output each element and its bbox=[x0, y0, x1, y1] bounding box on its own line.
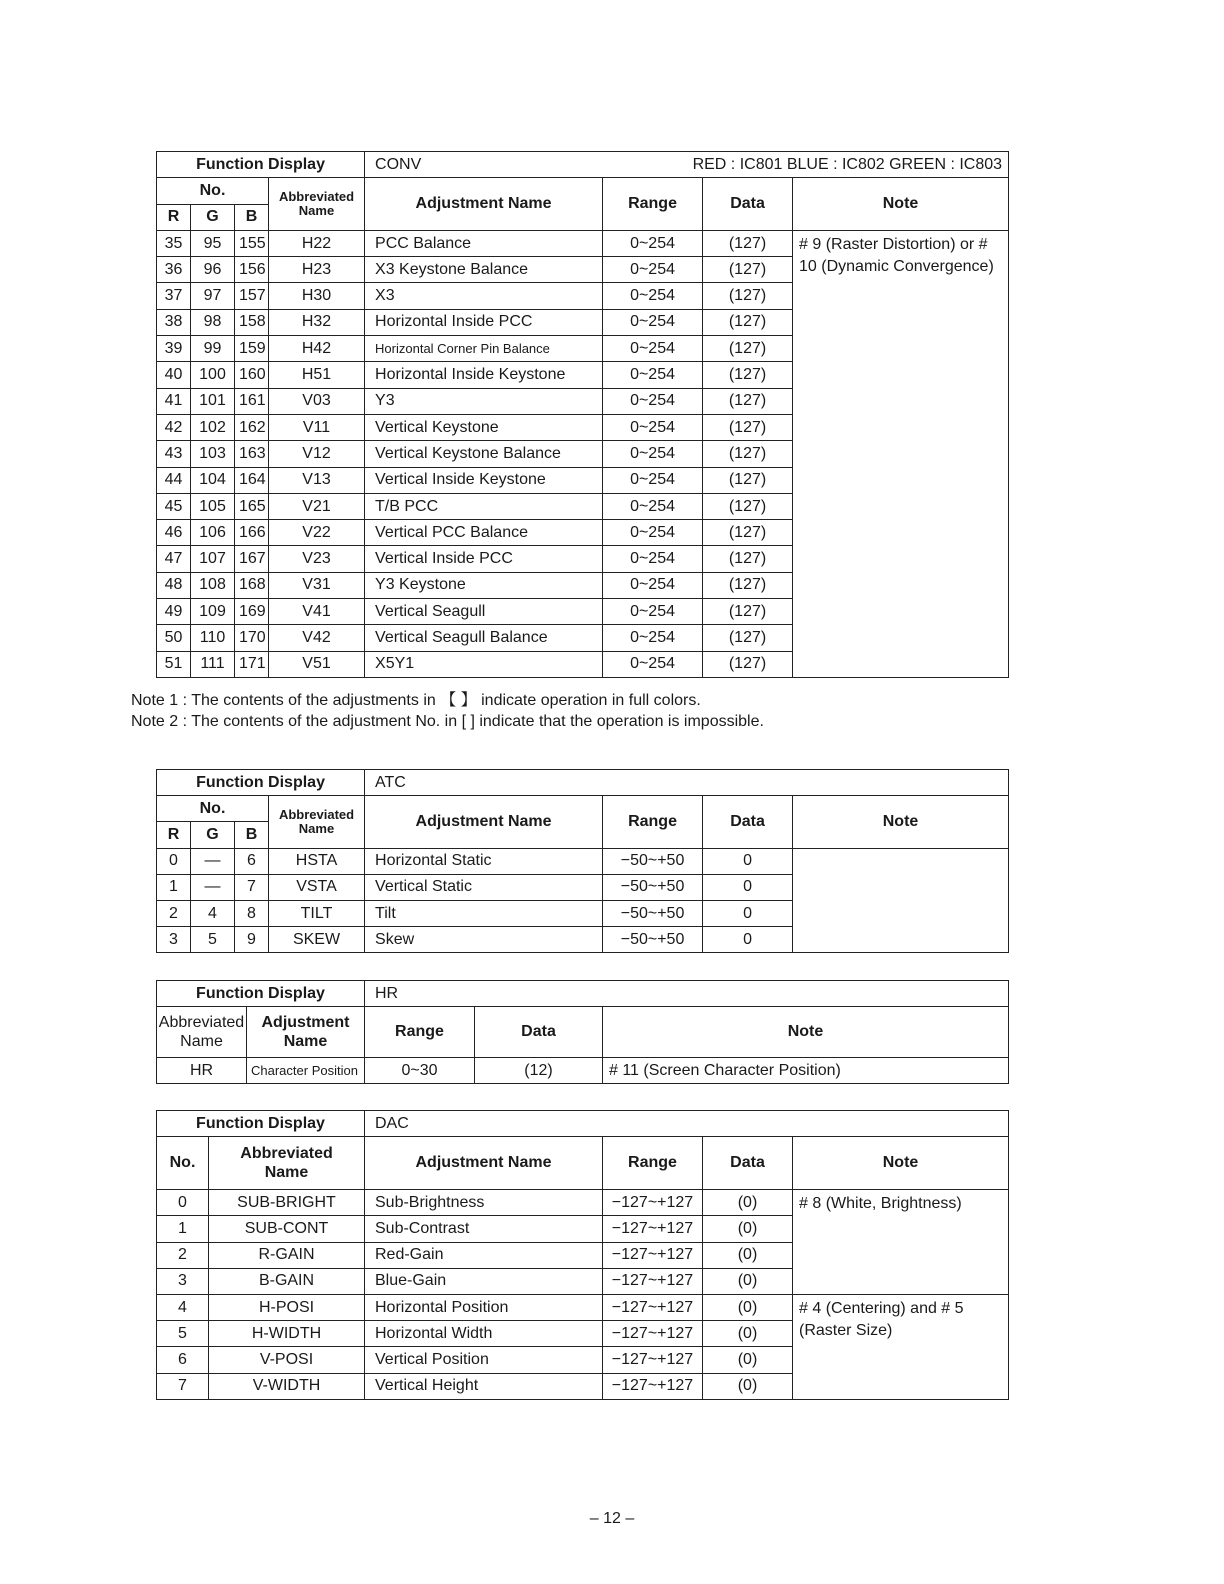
cell-range: 0~254 bbox=[603, 493, 703, 519]
cell-note: # 11 (Screen Character Position) bbox=[603, 1058, 1009, 1084]
cell-abbr: HR bbox=[157, 1058, 247, 1084]
function-display-label: Function Display bbox=[157, 152, 365, 178]
header-range: Range bbox=[365, 1007, 475, 1058]
cell-range: 0~254 bbox=[603, 625, 703, 651]
cell-b: 169 bbox=[235, 599, 269, 625]
cell-b: 167 bbox=[235, 546, 269, 572]
cell-no: 1 bbox=[157, 1216, 209, 1242]
cell-note-white-brightness: # 8 (White, Brightness) bbox=[793, 1190, 1009, 1295]
cell-abbr: B-GAIN bbox=[209, 1268, 365, 1294]
cell-data: (127) bbox=[703, 257, 793, 283]
cell-r: 46 bbox=[157, 520, 191, 546]
header-note: Note bbox=[793, 796, 1009, 848]
cell-b: 158 bbox=[235, 309, 269, 335]
cell-name: Vertical Static bbox=[365, 874, 603, 900]
cell-range: −50~+50 bbox=[603, 874, 703, 900]
header-range: Range bbox=[603, 796, 703, 848]
cell-r: 51 bbox=[157, 651, 191, 677]
cell-abbr: SUB-BRIGHT bbox=[209, 1190, 365, 1216]
cell-no: 4 bbox=[157, 1294, 209, 1320]
cell-abbr: V03 bbox=[269, 388, 365, 414]
cell-name: X3 Keystone Balance bbox=[365, 257, 603, 283]
cell-data: (0) bbox=[703, 1373, 793, 1399]
cell-data: (127) bbox=[703, 572, 793, 598]
cell-name: Red-Gain bbox=[365, 1242, 603, 1268]
cell-data: 0 bbox=[703, 900, 793, 926]
cell-abbr: V11 bbox=[269, 414, 365, 440]
function-display-code: CONV bbox=[375, 155, 422, 173]
hr-header-row bbox=[157, 1007, 1009, 1058]
cell-range: −50~+50 bbox=[603, 900, 703, 926]
header-r: R bbox=[157, 204, 191, 230]
cell-data: (127) bbox=[703, 546, 793, 572]
header-abbr-line1: Abbreviated bbox=[158, 1013, 245, 1031]
cell-data: 0 bbox=[703, 927, 793, 953]
cell-data: (127) bbox=[703, 230, 793, 256]
cell-abbr: VSTA bbox=[269, 874, 365, 900]
header-abbreviated-name bbox=[157, 1007, 247, 1058]
cell-range: 0~254 bbox=[603, 362, 703, 388]
cell-range: 0~254 bbox=[603, 441, 703, 467]
atc-title-row bbox=[157, 770, 1009, 796]
cell-b: 166 bbox=[235, 520, 269, 546]
cell-abbr: H22 bbox=[269, 230, 365, 256]
cell-name: Horizontal Inside PCC bbox=[365, 309, 603, 335]
cell-range: 0~254 bbox=[603, 520, 703, 546]
cell-data: (127) bbox=[703, 467, 793, 493]
cell-abbr: V21 bbox=[269, 493, 365, 519]
cell-r: 3 bbox=[157, 927, 191, 953]
cell-name: Horizontal Position bbox=[365, 1294, 603, 1320]
cell-g: 107 bbox=[191, 546, 235, 572]
cell-name: Horizontal Inside Keystone bbox=[365, 362, 603, 388]
cell-b: 168 bbox=[235, 572, 269, 598]
cell-name: Vertical Seagull bbox=[365, 599, 603, 625]
cell-b: 7 bbox=[235, 874, 269, 900]
cell-range: 0~254 bbox=[603, 257, 703, 283]
table-row bbox=[157, 848, 1009, 874]
cell-name: Vertical Keystone Balance bbox=[365, 441, 603, 467]
cell-name: Horizontal Width bbox=[365, 1321, 603, 1347]
cell-r: 40 bbox=[157, 362, 191, 388]
cell-name: Character Position bbox=[247, 1058, 365, 1084]
cell-r: 49 bbox=[157, 599, 191, 625]
cell-name: Y3 bbox=[365, 388, 603, 414]
cell-abbr: V-WIDTH bbox=[209, 1373, 365, 1399]
cell-name: Vertical Height bbox=[365, 1373, 603, 1399]
cell-range: 0~30 bbox=[365, 1058, 475, 1084]
header-adjustment-name bbox=[247, 1007, 365, 1058]
header-g: G bbox=[191, 204, 235, 230]
cell-b: 157 bbox=[235, 283, 269, 309]
cell-b: 171 bbox=[235, 651, 269, 677]
header-adjustment-name: Adjustment Name bbox=[365, 178, 603, 231]
header-b: B bbox=[235, 822, 269, 848]
atc-table bbox=[156, 769, 1009, 953]
header-data: Data bbox=[475, 1007, 603, 1058]
dac-title-row bbox=[157, 1111, 1009, 1137]
cell-range: −50~+50 bbox=[603, 848, 703, 874]
cell-range: 0~254 bbox=[603, 309, 703, 335]
cell-r: 39 bbox=[157, 336, 191, 362]
cell-g: 5 bbox=[191, 927, 235, 953]
cell-b: 155 bbox=[235, 230, 269, 256]
cell-b: 161 bbox=[235, 388, 269, 414]
cell-range: −127~+127 bbox=[603, 1268, 703, 1294]
footnotes bbox=[131, 690, 764, 732]
cell-name: Vertical PCC Balance bbox=[365, 520, 603, 546]
cell-range: 0~254 bbox=[603, 336, 703, 362]
cell-g: 111 bbox=[191, 651, 235, 677]
cell-abbr: H42 bbox=[269, 336, 365, 362]
cell-g: 110 bbox=[191, 625, 235, 651]
cell-g: 105 bbox=[191, 493, 235, 519]
ic-info: RED : IC801 BLUE : IC802 GREEN : IC803 bbox=[692, 155, 1003, 173]
note-1: Note 1 : The contents of the adjustments in 【 】 indicate operation in full colors. bbox=[131, 692, 701, 709]
header-abbr-line2: Name bbox=[180, 1033, 223, 1050]
cell-g: — bbox=[191, 848, 235, 874]
cell-no: 5 bbox=[157, 1321, 209, 1347]
cell-abbr: SUB-CONT bbox=[209, 1216, 365, 1242]
cell-data: (127) bbox=[703, 441, 793, 467]
cell-data: (0) bbox=[703, 1347, 793, 1373]
cell-b: 163 bbox=[235, 441, 269, 467]
cell-range: −127~+127 bbox=[603, 1216, 703, 1242]
page-number: – 12 – bbox=[589, 1510, 635, 1527]
header-note: Note bbox=[603, 1007, 1009, 1058]
cell-data: (127) bbox=[703, 625, 793, 651]
atc-header-row-1 bbox=[157, 796, 1009, 822]
cell-g: 104 bbox=[191, 467, 235, 493]
header-abbr-line2: Name bbox=[264, 1164, 309, 1182]
cell-data: (127) bbox=[703, 599, 793, 625]
cell-range: 0~254 bbox=[603, 230, 703, 256]
cell-range: −127~+127 bbox=[603, 1242, 703, 1268]
cell-name: X3 bbox=[365, 283, 603, 309]
header-adjustment-name: Adjustment Name bbox=[365, 1137, 603, 1190]
cell-name: Vertical Inside Keystone bbox=[365, 467, 603, 493]
cell-b: 162 bbox=[235, 414, 269, 440]
cell-name: PCC Balance bbox=[365, 230, 603, 256]
cell-b: 164 bbox=[235, 467, 269, 493]
cell-abbr: HSTA bbox=[269, 848, 365, 874]
cell-name: Horizontal Corner Pin Balance bbox=[365, 336, 603, 362]
dac-table bbox=[156, 1110, 1009, 1400]
hr-title-row bbox=[157, 981, 1009, 1007]
cell-r: 35 bbox=[157, 230, 191, 256]
cell-no: 7 bbox=[157, 1373, 209, 1399]
cell-no: 2 bbox=[157, 1242, 209, 1268]
cell-b: 9 bbox=[235, 927, 269, 953]
cell-r: 36 bbox=[157, 257, 191, 283]
cell-range: −127~+127 bbox=[603, 1347, 703, 1373]
cell-abbr: V31 bbox=[269, 572, 365, 598]
cell-data: (127) bbox=[703, 283, 793, 309]
header-adjustment-name: Adjustment Name bbox=[365, 796, 603, 848]
cell-data: 0 bbox=[703, 874, 793, 900]
header-g: G bbox=[191, 822, 235, 848]
cell-r: 43 bbox=[157, 441, 191, 467]
header-no: No. bbox=[157, 1137, 209, 1190]
cell-name: Vertical Seagull Balance bbox=[365, 625, 603, 651]
cell-range: 0~254 bbox=[603, 651, 703, 677]
cell-data: (127) bbox=[703, 362, 793, 388]
header-data: Data bbox=[703, 1137, 793, 1190]
cell-abbr: H32 bbox=[269, 309, 365, 335]
cell-abbr: V42 bbox=[269, 625, 365, 651]
note-2: Note 2 : The contents of the adjustment No. in [ ] indicate that the operation is impossible. bbox=[131, 713, 764, 730]
header-abbreviated-name: Abbreviated Name bbox=[269, 796, 365, 848]
cell-data: (0) bbox=[703, 1242, 793, 1268]
cell-no: 6 bbox=[157, 1347, 209, 1373]
cell-r: 41 bbox=[157, 388, 191, 414]
cell-name: Sub-Contrast bbox=[365, 1216, 603, 1242]
cell-r: 2 bbox=[157, 900, 191, 926]
cell-data: (0) bbox=[703, 1268, 793, 1294]
cell-range: 0~254 bbox=[603, 283, 703, 309]
cell-name: Tilt bbox=[365, 900, 603, 926]
cell-r: 50 bbox=[157, 625, 191, 651]
header-abbreviated-name bbox=[209, 1137, 365, 1190]
cell-r: 44 bbox=[157, 467, 191, 493]
header-data: Data bbox=[703, 796, 793, 848]
cell-abbr: H-POSI bbox=[209, 1294, 365, 1320]
function-display-value: ATC bbox=[365, 770, 1009, 796]
cell-range: −50~+50 bbox=[603, 927, 703, 953]
cell-data: (127) bbox=[703, 520, 793, 546]
cell-abbr: H51 bbox=[269, 362, 365, 388]
cell-g: 97 bbox=[191, 283, 235, 309]
cell-data: (12) bbox=[475, 1058, 603, 1084]
cell-abbr: SKEW bbox=[269, 927, 365, 953]
cell-g: 103 bbox=[191, 441, 235, 467]
function-display-value: HR bbox=[365, 981, 1009, 1007]
cell-g: 108 bbox=[191, 572, 235, 598]
cell-data: (127) bbox=[703, 414, 793, 440]
cell-data: (0) bbox=[703, 1216, 793, 1242]
table-row bbox=[157, 1190, 1009, 1216]
cell-range: 0~254 bbox=[603, 546, 703, 572]
conv-table bbox=[156, 151, 1009, 678]
cell-range: 0~254 bbox=[603, 467, 703, 493]
cell-abbr: V-POSI bbox=[209, 1347, 365, 1373]
cell-note: # 9 (Raster Distortion) or # 10 (Dynamic Convergence) bbox=[793, 230, 1009, 677]
cell-b: 159 bbox=[235, 336, 269, 362]
cell-name: Skew bbox=[365, 927, 603, 953]
cell-range: −127~+127 bbox=[603, 1373, 703, 1399]
cell-r: 1 bbox=[157, 874, 191, 900]
cell-name: Sub-Brightness bbox=[365, 1190, 603, 1216]
cell-range: 0~254 bbox=[603, 599, 703, 625]
table-row bbox=[157, 1058, 1009, 1084]
header-abbr-line1: Abbreviated bbox=[240, 1145, 333, 1162]
function-display-label: Function Display bbox=[157, 770, 365, 796]
cell-name: Blue-Gain bbox=[365, 1268, 603, 1294]
cell-r: 38 bbox=[157, 309, 191, 335]
cell-r: 48 bbox=[157, 572, 191, 598]
header-no: No. bbox=[157, 796, 269, 822]
cell-g: — bbox=[191, 874, 235, 900]
cell-g: 106 bbox=[191, 520, 235, 546]
cell-range: −127~+127 bbox=[603, 1294, 703, 1320]
header-no: No. bbox=[157, 178, 269, 204]
function-display-value bbox=[365, 152, 1009, 178]
cell-abbr: V51 bbox=[269, 651, 365, 677]
function-display-value: DAC bbox=[365, 1111, 1009, 1137]
header-data: Data bbox=[703, 178, 793, 231]
cell-r: 47 bbox=[157, 546, 191, 572]
cell-name: Vertical Inside PCC bbox=[365, 546, 603, 572]
cell-data: (127) bbox=[703, 651, 793, 677]
header-r: R bbox=[157, 822, 191, 848]
cell-abbr: V22 bbox=[269, 520, 365, 546]
header-note: Note bbox=[793, 178, 1009, 231]
cell-g: 102 bbox=[191, 414, 235, 440]
cell-name: Vertical Position bbox=[365, 1347, 603, 1373]
cell-range: 0~254 bbox=[603, 572, 703, 598]
cell-b: 6 bbox=[235, 848, 269, 874]
cell-abbr: V23 bbox=[269, 546, 365, 572]
cell-r: 37 bbox=[157, 283, 191, 309]
cell-g: 109 bbox=[191, 599, 235, 625]
cell-no: 3 bbox=[157, 1268, 209, 1294]
cell-name: Y3 Keystone bbox=[365, 572, 603, 598]
cell-range: −127~+127 bbox=[603, 1321, 703, 1347]
header-adj-line2: Name bbox=[283, 1033, 328, 1050]
cell-data: (0) bbox=[703, 1294, 793, 1320]
cell-data: (127) bbox=[703, 493, 793, 519]
cell-range: 0~254 bbox=[603, 388, 703, 414]
cell-no: 0 bbox=[157, 1190, 209, 1216]
cell-b: 165 bbox=[235, 493, 269, 519]
cell-g: 96 bbox=[191, 257, 235, 283]
cell-r: 0 bbox=[157, 848, 191, 874]
cell-abbr: TILT bbox=[269, 900, 365, 926]
cell-abbr: V41 bbox=[269, 599, 365, 625]
cell-r: 42 bbox=[157, 414, 191, 440]
cell-data: (0) bbox=[703, 1321, 793, 1347]
cell-b: 170 bbox=[235, 625, 269, 651]
conv-header-row-1 bbox=[157, 178, 1009, 204]
cell-g: 4 bbox=[191, 900, 235, 926]
cell-abbr: H23 bbox=[269, 257, 365, 283]
header-adj-line1: Adjustment bbox=[261, 1013, 350, 1031]
cell-range: 0~254 bbox=[603, 414, 703, 440]
header-note: Note bbox=[793, 1137, 1009, 1190]
cell-g: 100 bbox=[191, 362, 235, 388]
cell-abbr: V12 bbox=[269, 441, 365, 467]
dac-header-row bbox=[157, 1137, 1009, 1190]
table-row bbox=[157, 230, 1009, 256]
hr-table bbox=[156, 980, 1009, 1084]
cell-note-centering-raster: # 4 (Centering) and # 5 (Raster Size) bbox=[793, 1294, 1009, 1399]
cell-g: 99 bbox=[191, 336, 235, 362]
function-display-label: Function Display bbox=[157, 981, 365, 1007]
cell-name: Horizontal Static bbox=[365, 848, 603, 874]
cell-b: 8 bbox=[235, 900, 269, 926]
cell-b: 156 bbox=[235, 257, 269, 283]
cell-g: 98 bbox=[191, 309, 235, 335]
conv-title-row bbox=[157, 152, 1009, 178]
cell-g: 101 bbox=[191, 388, 235, 414]
cell-abbr: H-WIDTH bbox=[209, 1321, 365, 1347]
cell-b: 160 bbox=[235, 362, 269, 388]
header-abbreviated-name: Abbreviated Name bbox=[269, 178, 365, 231]
cell-name: Vertical Keystone bbox=[365, 414, 603, 440]
cell-data: (127) bbox=[703, 309, 793, 335]
cell-name: T/B PCC bbox=[365, 493, 603, 519]
header-range: Range bbox=[603, 178, 703, 231]
cell-data: (127) bbox=[703, 336, 793, 362]
cell-data: 0 bbox=[703, 848, 793, 874]
table-row bbox=[157, 1294, 1009, 1320]
function-display-label: Function Display bbox=[157, 1111, 365, 1137]
cell-abbr: H30 bbox=[269, 283, 365, 309]
cell-g: 95 bbox=[191, 230, 235, 256]
cell-range: −127~+127 bbox=[603, 1190, 703, 1216]
cell-abbr: R-GAIN bbox=[209, 1242, 365, 1268]
cell-abbr: V13 bbox=[269, 467, 365, 493]
header-range: Range bbox=[603, 1137, 703, 1190]
cell-name: X5Y1 bbox=[365, 651, 603, 677]
cell-r: 45 bbox=[157, 493, 191, 519]
cell-note bbox=[793, 848, 1009, 953]
cell-data: (127) bbox=[703, 388, 793, 414]
cell-data: (0) bbox=[703, 1190, 793, 1216]
header-b: B bbox=[235, 204, 269, 230]
